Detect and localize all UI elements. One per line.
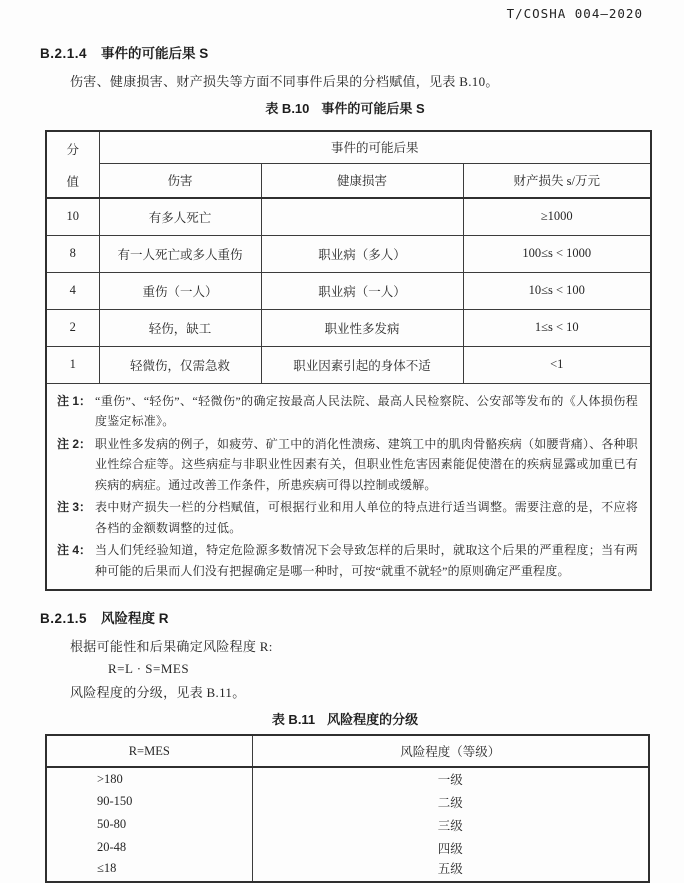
note-label: 注 1： — [57, 393, 92, 408]
header-rmes: R=MES — [46, 735, 252, 767]
cell-property: 10≤s < 100 — [463, 272, 651, 309]
doc-number: T/COSHA 004—2020 — [506, 6, 643, 21]
risk-grading-line: 风险程度的分级，见表 B.11。 — [70, 685, 246, 700]
table-b11 — [45, 734, 650, 883]
cell-health: 职业病（多人） — [261, 235, 463, 272]
clause-heading-b214 — [40, 42, 650, 62]
table-row — [46, 198, 651, 235]
cell-injury: 有多人死亡 — [99, 198, 261, 235]
header-risk-level: 风险程度（等级） — [252, 735, 649, 767]
cell-property: 1≤s < 10 — [463, 309, 651, 346]
table-notes-row — [46, 383, 651, 590]
table-b11-caption — [40, 709, 650, 728]
cell-health — [261, 198, 463, 235]
cell-range: >180 — [46, 767, 252, 790]
cell-score: 2 — [46, 309, 99, 346]
score-header-char-1: 分 — [66, 142, 79, 157]
note-text: “重伤”、“轻伤”、“轻微伤”的确定按最高人民法院、最高人民检察院、公安部等发布的《人体损伤程度鉴定标准》。 — [95, 393, 638, 428]
cell-property: 100≤s < 1000 — [463, 235, 651, 272]
clause-heading-b215 — [40, 607, 650, 627]
risk-intro-line: 根据可能性和后果确定风险程度 R: — [70, 639, 273, 654]
page-content — [0, 42, 684, 883]
table-subheader-row — [46, 163, 651, 198]
cell-range: 90-150 — [46, 790, 252, 813]
note — [57, 434, 638, 496]
table-row — [46, 859, 649, 882]
cell-range: ≤18 — [46, 859, 252, 882]
clause-number: B.2.1.4 — [40, 46, 88, 61]
cell-score: 8 — [46, 235, 99, 272]
cell-level: 一级 — [252, 767, 649, 790]
note — [57, 540, 638, 581]
cell-score: 1 — [46, 346, 99, 383]
table-b10 — [45, 130, 652, 591]
score-header-cell — [46, 131, 99, 198]
cell-level: 二级 — [252, 790, 649, 813]
cell-health: 职业病（一人） — [261, 272, 463, 309]
clause-title: 风险程度 R — [101, 611, 169, 626]
subheader-property: 财产损失 s/万元 — [463, 163, 651, 198]
table-caption-number: 表 B.10 — [265, 101, 310, 116]
table-row — [46, 346, 651, 383]
table-row — [46, 235, 651, 272]
cell-injury: 轻微伤，仅需急救 — [99, 346, 261, 383]
cell-level: 三级 — [252, 813, 649, 836]
cell-property: ≥1000 — [463, 198, 651, 235]
table-row — [46, 790, 649, 813]
subheader-health: 健康损害 — [261, 163, 463, 198]
cell-level: 五级 — [252, 859, 649, 882]
table-row — [46, 767, 649, 790]
note-label: 注 4： — [57, 543, 92, 557]
cell-score: 4 — [46, 272, 99, 309]
note-label: 注 3： — [57, 500, 92, 514]
clause-number: B.2.1.5 — [40, 611, 88, 626]
score-header-char-2: 值 — [66, 174, 79, 189]
cell-range: 20-48 — [46, 836, 252, 859]
table-row — [46, 309, 651, 346]
note-text: 表中财产损失一栏的分档赋值，可根据行业和用人单位的特点进行适当调整。需要注意的是，不应将各档的金额数调整的过低。 — [95, 500, 638, 535]
table-header-row — [46, 735, 649, 767]
span-header-cell: 事件的可能后果 — [99, 131, 651, 163]
table-caption-title: 风险程度的分级 — [327, 712, 419, 727]
clause-title: 事件的可能后果 S — [101, 46, 209, 61]
cell-score: 10 — [46, 198, 99, 235]
cell-injury: 有一人死亡或多人重伤 — [99, 235, 261, 272]
note-text: 职业性多发病的例子，如疲劳、矿工中的消化性溃疡、建筑工中的肌肉骨骼疾病（如腰背痛）、各种职业性综合症等。这些病症与非职业性因素有关，但职业性危害因素能促使潜在的疾病显露或加重已有疾病的病症。通过改善工作条件，所患疾病可得以控制或缓解。 — [95, 436, 639, 492]
table-row — [46, 272, 651, 309]
note — [57, 391, 638, 432]
table-row — [46, 813, 649, 836]
cell-health: 职业因素引起的身体不适 — [261, 346, 463, 383]
table-b10-caption — [40, 98, 650, 117]
table-caption-number: 表 B.11 — [271, 712, 316, 727]
cell-injury: 重伤（一人） — [99, 272, 261, 309]
cell-injury: 轻伤，缺工 — [99, 309, 261, 346]
table-row — [46, 836, 649, 859]
subheader-injury: 伤害 — [99, 163, 261, 198]
score-header-stack — [47, 133, 99, 197]
cell-health: 职业性多发病 — [261, 309, 463, 346]
cell-property: <1 — [463, 346, 651, 383]
note-text: 当人们凭经验知道，特定危险源多数情况下会导致怎样的后果时，就取这个后果的严重程度；当有两种可能的后果而人们没有把握确定是哪一种时，可按“就重不就轻”的原则确定严重程度。 — [95, 543, 638, 578]
risk-formula: R=L · S=MES — [108, 661, 190, 676]
notes-cell — [46, 383, 651, 590]
note — [57, 497, 638, 538]
cell-range: 50-80 — [46, 813, 252, 836]
note-label: 注 2： — [57, 436, 92, 451]
table-header-row — [46, 131, 651, 163]
intro-paragraph: 伤害、健康损害、财产损失等方面不同事件后果的分档赋值，见表 B.10。 — [70, 74, 499, 89]
cell-level: 四级 — [252, 836, 649, 859]
table-caption-title: 事件的可能后果 S — [321, 101, 425, 116]
